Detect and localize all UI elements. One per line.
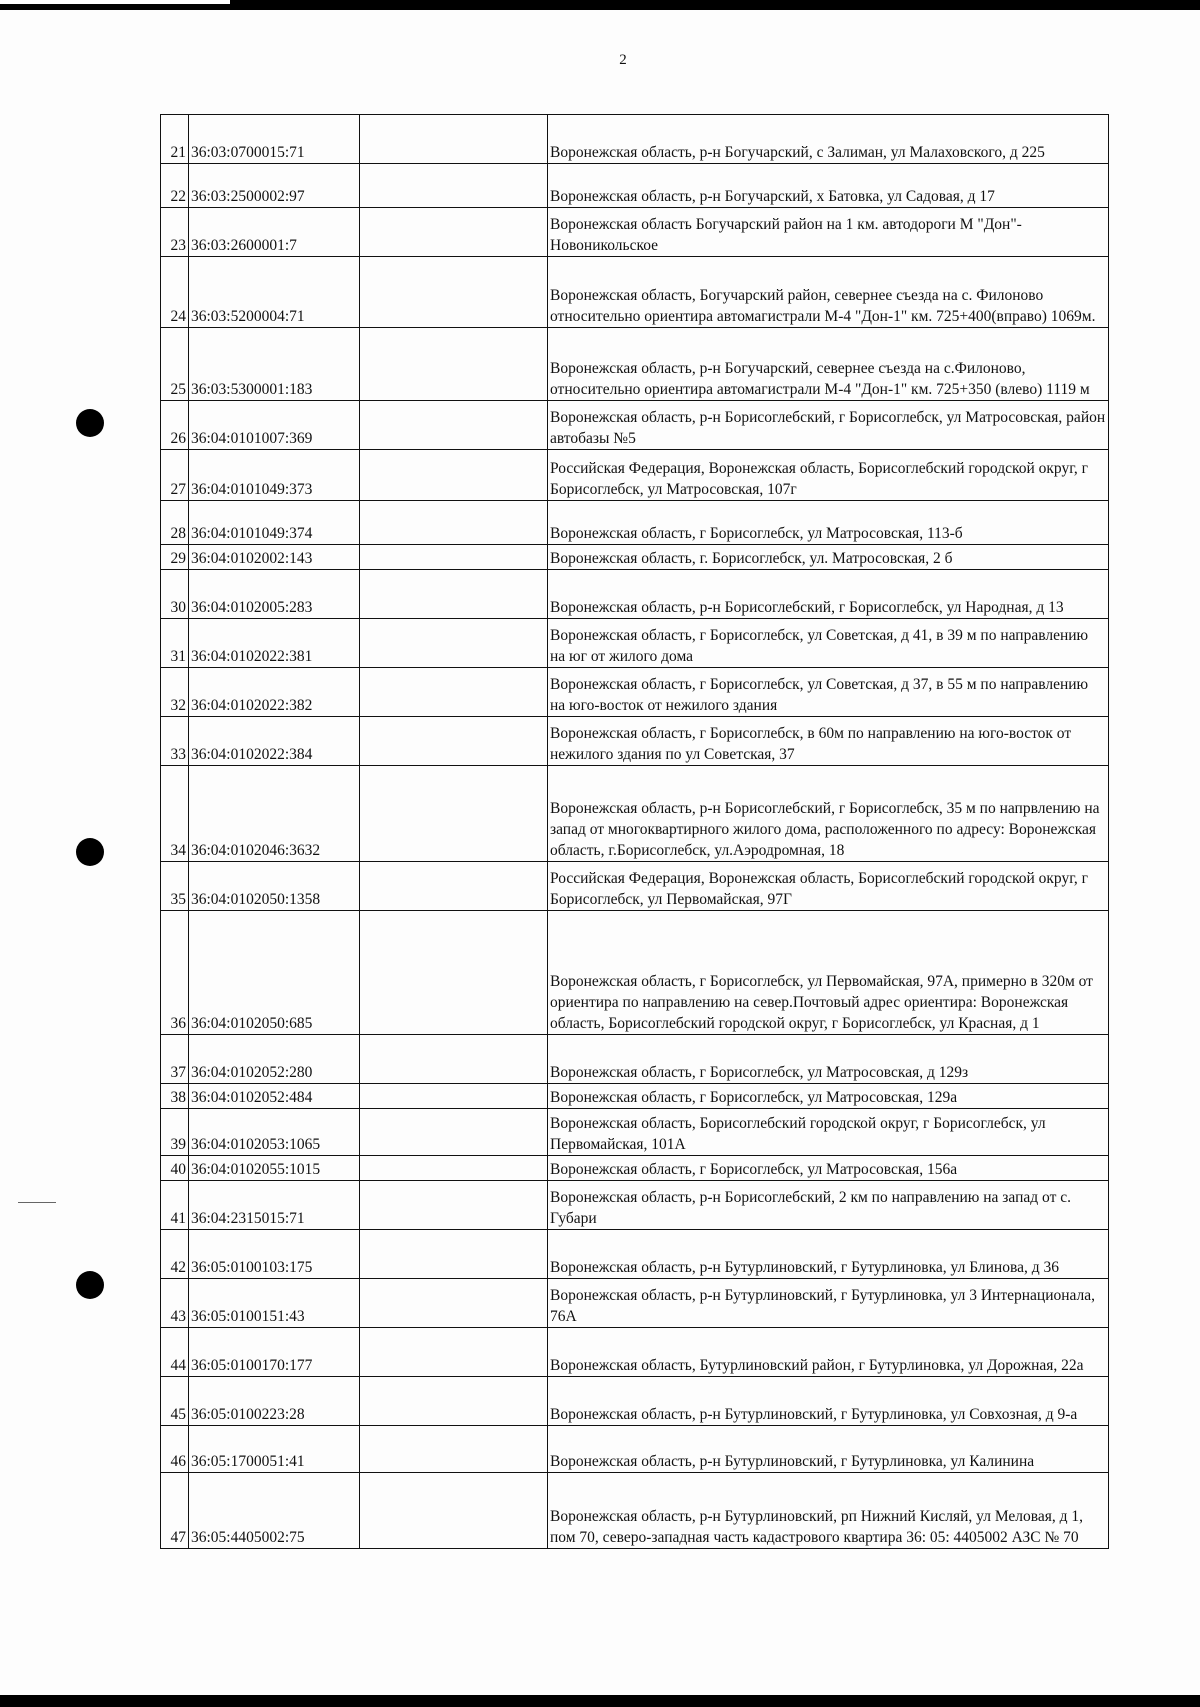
empty-cell [360, 115, 548, 164]
empty-cell [360, 1230, 548, 1279]
table-row [161, 717, 1109, 766]
empty-cell [360, 401, 548, 450]
table-row [161, 545, 1109, 570]
cadastral-number: 36:05:0100170:177 [189, 1328, 360, 1377]
table-row [161, 1084, 1109, 1109]
cadastral-number: 36:04:0102005:283 [189, 570, 360, 619]
empty-cell [360, 1035, 548, 1084]
empty-cell [360, 545, 548, 570]
empty-cell [360, 717, 548, 766]
row-number: 23 [161, 208, 189, 257]
row-number: 45 [161, 1377, 189, 1426]
row-number: 42 [161, 1230, 189, 1279]
table-row [161, 501, 1109, 545]
address-cell: Воронежская область, г Борисоглебск, ул Советская, д 41, в 39 м по направлению на юг от жилого дома [548, 619, 1109, 668]
row-number: 21 [161, 115, 189, 164]
cadastral-number: 36:03:2500002:97 [189, 164, 360, 208]
address-cell: Воронежская область, р-н Бутурлиновский, рп Нижний Кисляй, ул Меловая, д 1, пом 70, северо-западная часть кадастрового квартира 36: 05: 4405002 АЗС № 70 [548, 1473, 1109, 1549]
address-cell: Воронежская область, г Борисоглебск, ул Матросовская, 156а [548, 1156, 1109, 1181]
row-number: 41 [161, 1181, 189, 1230]
table-row [161, 401, 1109, 450]
cadastral-number: 36:04:0102052:280 [189, 1035, 360, 1084]
address-cell: Воронежская область, р-н Богучарский, х Батовка, ул Садовая, д 17 [548, 164, 1109, 208]
cadastral-number: 36:05:0100103:175 [189, 1230, 360, 1279]
cadastral-number: 36:04:0102002:143 [189, 545, 360, 570]
punch-hole-top [76, 409, 104, 437]
cadastral-number: 36:04:0102053:1065 [189, 1109, 360, 1156]
row-number: 30 [161, 570, 189, 619]
row-number: 33 [161, 717, 189, 766]
address-cell: Воронежская область, р-н Бутурлиновский, г Бутурлиновка, ул 3 Интернационала, 76А [548, 1279, 1109, 1328]
address-cell: Воронежская область, р-н Бутурлиновский, г Бутурлиновка, ул Совхозная, д 9-а [548, 1377, 1109, 1426]
row-number: 31 [161, 619, 189, 668]
cadastral-number: 36:04:0102050:685 [189, 911, 360, 1035]
table-row [161, 1109, 1109, 1156]
row-number: 40 [161, 1156, 189, 1181]
empty-cell [360, 1181, 548, 1230]
empty-cell [360, 911, 548, 1035]
cadastral-number: 36:03:5300001:183 [189, 328, 360, 401]
address-cell: Воронежская область, г Борисоглебск, ул Матросовская, 113-б [548, 501, 1109, 545]
margin-mark [18, 1202, 56, 1203]
table-row [161, 1279, 1109, 1328]
cadastral-number: 36:05:0100223:28 [189, 1377, 360, 1426]
row-number: 26 [161, 401, 189, 450]
address-cell: Воронежская область, р-н Борисоглебский, г Борисоглебск, ул Матросовская, район автобазы №5 [548, 401, 1109, 450]
address-cell: Воронежская область, р-н Борисоглебский, 2 км по направлению на запад от с. Губари [548, 1181, 1109, 1230]
page-number: 2 [619, 52, 627, 68]
scan-edge-top-gap [0, 0, 230, 4]
empty-cell [360, 1279, 548, 1328]
table-row [161, 1156, 1109, 1181]
address-cell: Воронежская область, г. Борисоглебск, ул. Матросовская, 2 б [548, 545, 1109, 570]
table-row [161, 1473, 1109, 1549]
empty-cell [360, 1473, 548, 1549]
table-row [161, 570, 1109, 619]
table-row [161, 115, 1109, 164]
table-row [161, 1035, 1109, 1084]
empty-cell [360, 164, 548, 208]
row-number: 28 [161, 501, 189, 545]
empty-cell [360, 668, 548, 717]
address-cell: Воронежская область, р-н Бутурлиновский, г Бутурлиновка, ул Калинина [548, 1426, 1109, 1473]
address-cell: Воронежская область, Борисоглебский городской округ, г Борисоглебск, ул Первомайская, 101А [548, 1109, 1109, 1156]
cadastral-number: 36:04:0101049:374 [189, 501, 360, 545]
cadastral-number: 36:05:0100151:43 [189, 1279, 360, 1328]
row-number: 24 [161, 257, 189, 328]
cadastral-number: 36:05:4405002:75 [189, 1473, 360, 1549]
table-row [161, 911, 1109, 1035]
empty-cell [360, 1109, 548, 1156]
empty-cell [360, 328, 548, 401]
cadastral-number: 36:04:2315015:71 [189, 1181, 360, 1230]
table-row [161, 208, 1109, 257]
address-cell: Воронежская область, г Борисоглебск, ул Матросовская, д 129з [548, 1035, 1109, 1084]
punch-hole-middle [76, 838, 104, 866]
empty-cell [360, 257, 548, 328]
punch-hole-bottom [76, 1271, 104, 1299]
row-number: 38 [161, 1084, 189, 1109]
row-number: 25 [161, 328, 189, 401]
empty-cell [360, 570, 548, 619]
row-number: 22 [161, 164, 189, 208]
row-number: 27 [161, 450, 189, 501]
table-row [161, 1426, 1109, 1473]
scan-edge-bottom [0, 1695, 1200, 1707]
cadastral-number: 36:04:0102050:1358 [189, 862, 360, 911]
address-cell: Российская Федерация, Воронежская область, Борисоглебский городской округ, г Борисоглебск, ул Первомайская, 97Г [548, 862, 1109, 911]
empty-cell [360, 1084, 548, 1109]
empty-cell [360, 1377, 548, 1426]
empty-cell [360, 208, 548, 257]
cadastral-number: 36:04:0102022:382 [189, 668, 360, 717]
address-cell: Воронежская область, р-н Бутурлиновский, г Бутурлиновка, ул Блинова, д 36 [548, 1230, 1109, 1279]
row-number: 35 [161, 862, 189, 911]
row-number: 29 [161, 545, 189, 570]
address-cell: Российская Федерация, Воронежская область, Борисоглебский городской округ, г Борисоглебск, ул Матросовская, 107г [548, 450, 1109, 501]
table-row [161, 1377, 1109, 1426]
row-number: 44 [161, 1328, 189, 1377]
cadastral-number: 36:04:0102055:1015 [189, 1156, 360, 1181]
table-row [161, 766, 1109, 862]
table-row [161, 1181, 1109, 1230]
cadastral-number: 36:04:0102022:384 [189, 717, 360, 766]
address-cell: Воронежская область, г Борисоглебск, в 60м по направлению на юго-восток от нежилого здания по ул Советская, 37 [548, 717, 1109, 766]
address-cell: Воронежская область, р-н Борисоглебский, г Борисоглебск, 35 м по напрвлению на запад от многоквартирного жилого дома, расположенного по адресу: Воронежская область, г.Борисоглебск, ул.Аэродромная, 18 [548, 766, 1109, 862]
table-row [161, 1230, 1109, 1279]
empty-cell [360, 1328, 548, 1377]
row-number: 47 [161, 1473, 189, 1549]
address-cell: Воронежская область, Бутурлиновский район, г Бутурлиновка, ул Дорожная, 22а [548, 1328, 1109, 1377]
cadastral-number: 36:04:0102046:3632 [189, 766, 360, 862]
row-number: 39 [161, 1109, 189, 1156]
table-row [161, 257, 1109, 328]
cadastral-number: 36:04:0102052:484 [189, 1084, 360, 1109]
table-row [161, 619, 1109, 668]
table-row [161, 862, 1109, 911]
table-row [161, 328, 1109, 401]
empty-cell [360, 619, 548, 668]
row-number: 32 [161, 668, 189, 717]
cadastral-number: 36:03:0700015:71 [189, 115, 360, 164]
registry-table [160, 114, 1109, 1549]
address-cell: Воронежская область, г Борисоглебск, ул Матросовская, 129а [548, 1084, 1109, 1109]
empty-cell [360, 450, 548, 501]
table-row [161, 1328, 1109, 1377]
empty-cell [360, 862, 548, 911]
empty-cell [360, 1426, 548, 1473]
address-cell: Воронежская область, г Борисоглебск, ул Первомайская, 97А, примерно в 320м от ориентира по направлению на север.Почтовый адрес ориентира: Воронежская область, Борисоглебский городской округ, г Борисоглебск, ул Красная, д 1 [548, 911, 1109, 1035]
empty-cell [360, 766, 548, 862]
cadastral-number: 36:04:0101049:373 [189, 450, 360, 501]
row-number: 43 [161, 1279, 189, 1328]
cadastral-number: 36:03:2600001:7 [189, 208, 360, 257]
cadastral-number: 36:03:5200004:71 [189, 257, 360, 328]
empty-cell [360, 501, 548, 545]
row-number: 36 [161, 911, 189, 1035]
empty-cell [360, 1156, 548, 1181]
cadastral-number: 36:05:1700051:41 [189, 1426, 360, 1473]
registry-table-body [161, 115, 1109, 1549]
table-row [161, 668, 1109, 717]
address-cell: Воронежская область, р-н Богучарский, с Залиман, ул Малаховского, д 225 [548, 115, 1109, 164]
address-cell: Воронежская область Богучарский район на 1 км. автодороги М "Дон"-Новоникольское [548, 208, 1109, 257]
table-row [161, 164, 1109, 208]
address-cell: Воронежская область, р-н Богучарский, севернее съезда на с.Филоново, относительно ориентира автомагистрали М-4 "Дон-1" км. 725+350 (влево) 1119 м [548, 328, 1109, 401]
row-number: 46 [161, 1426, 189, 1473]
address-cell: Воронежская область, Богучарский район, севернее съезда на с. Филоново относительно ориентира автомагистрали М-4 "Дон-1" км. 725+400(вправо) 1069м. [548, 257, 1109, 328]
address-cell: Воронежская область, р-н Борисоглебский, г Борисоглебск, ул Народная, д 13 [548, 570, 1109, 619]
row-number: 34 [161, 766, 189, 862]
cadastral-number: 36:04:0102022:381 [189, 619, 360, 668]
cadastral-number: 36:04:0101007:369 [189, 401, 360, 450]
table-row [161, 450, 1109, 501]
address-cell: Воронежская область, г Борисоглебск, ул Советская, д 37, в 55 м по направлению на юго-восток от нежилого здания [548, 668, 1109, 717]
row-number: 37 [161, 1035, 189, 1084]
